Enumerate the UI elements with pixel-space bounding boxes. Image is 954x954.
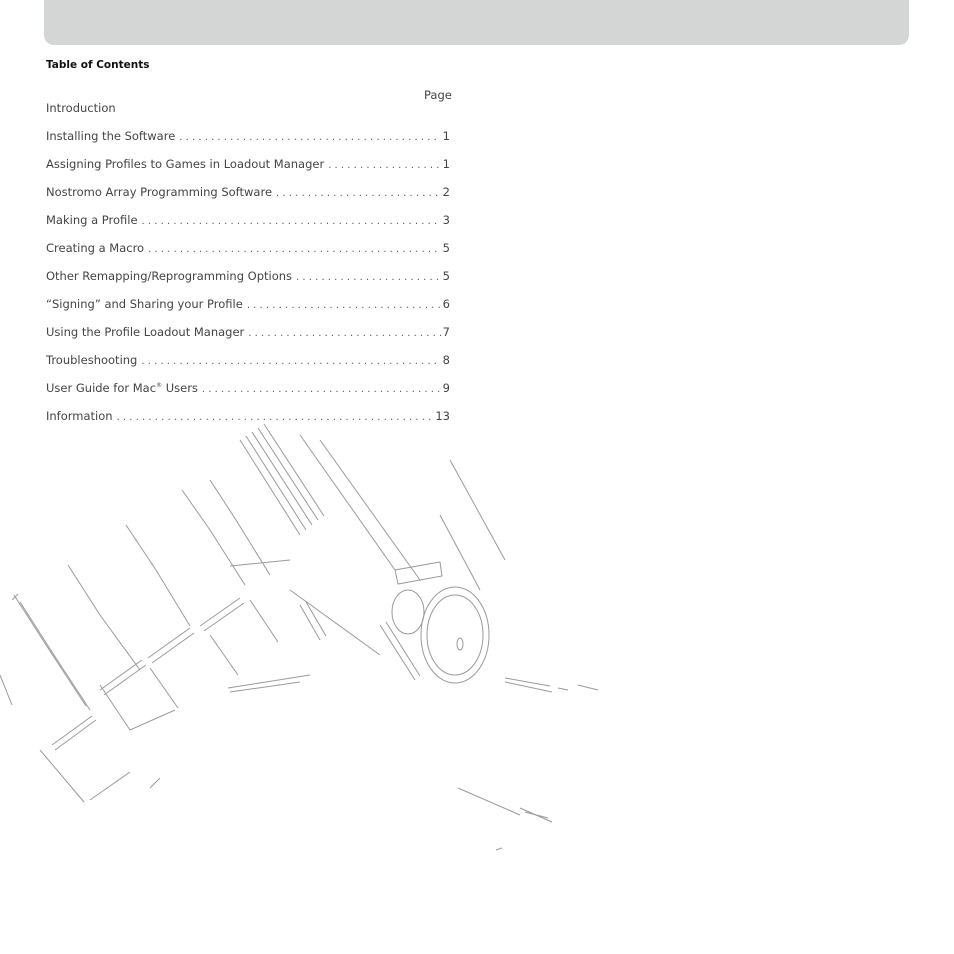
leader-dots xyxy=(276,180,441,208)
toc-entry-label: Assigning Profiles to Games in Loadout Manager xyxy=(46,157,325,171)
toc-entry-installing[interactable] xyxy=(46,122,450,150)
leader-dots xyxy=(141,348,440,376)
leader-dots xyxy=(179,124,440,152)
toc-entry-page: 5 xyxy=(442,269,450,283)
toc-entry-mac-guide[interactable] xyxy=(46,374,450,402)
toc-entry-page: 3 xyxy=(442,213,450,227)
toc-entry-remapping-options[interactable] xyxy=(46,262,450,290)
toc-entry-label: Using the Profile Loadout Manager xyxy=(46,325,245,339)
leader-dots xyxy=(248,320,440,348)
toc-entry-programming-software[interactable] xyxy=(46,178,450,206)
toc-entry-label: Making a Profile xyxy=(46,213,138,227)
toc-entry-making-profile[interactable] xyxy=(46,206,450,234)
registered-mark: ® xyxy=(156,382,163,390)
toc-introduction: Introduction xyxy=(46,101,116,115)
toc-entry-label xyxy=(46,374,202,402)
toc-entry-assigning-profiles[interactable] xyxy=(46,150,450,178)
toc-entry-page: 1 xyxy=(442,129,450,143)
keypad-keys xyxy=(12,480,290,802)
toc-entry-page: 2 xyxy=(442,185,450,199)
device-body xyxy=(228,424,505,692)
leader-dots xyxy=(202,376,441,404)
header-bar xyxy=(44,0,909,45)
toc-entry-page: 9 xyxy=(442,381,450,395)
toc-entry-troubleshooting[interactable] xyxy=(46,346,450,374)
leader-dots xyxy=(296,264,441,292)
toc-entry-label-tail: Users xyxy=(162,381,198,395)
leader-dots xyxy=(142,208,441,236)
toc-entry-label: Other Remapping/Reprogramming Options xyxy=(46,269,293,283)
toc-entry-label: Nostromo Array Programming Software xyxy=(46,185,273,199)
toc-entry-page: 8 xyxy=(442,353,450,367)
toc-list xyxy=(46,122,450,430)
toc-entry-label: Information xyxy=(46,409,113,423)
toc-entry-label: Creating a Macro xyxy=(46,241,145,255)
leader-dots xyxy=(148,236,441,264)
toc-entry-label: Troubleshooting xyxy=(46,353,138,367)
toc-entry-signing-sharing[interactable] xyxy=(46,290,450,318)
toc-entry-label: Installing the Software xyxy=(46,129,176,143)
toc-entry-loadout-manager[interactable] xyxy=(46,318,450,346)
toc-entry-page: 5 xyxy=(442,241,450,255)
toc-entry-page: 1 xyxy=(442,157,450,171)
keypad-line-illustration xyxy=(0,420,620,860)
toc-heading: Table of Contents xyxy=(46,59,150,71)
toc-entry-page: 13 xyxy=(435,409,450,423)
toc-entry-creating-macro[interactable] xyxy=(46,234,450,262)
toc-entry-page: 7 xyxy=(442,325,450,339)
toc-entry-page: 6 xyxy=(442,297,450,311)
leader-dots xyxy=(328,152,440,180)
detail-lines xyxy=(0,675,598,850)
toc-entry-label-main: User Guide for Mac xyxy=(46,381,157,395)
page-column-label: Page xyxy=(424,88,452,102)
leader-dots xyxy=(247,292,441,320)
toc-entry-label: “Signing” and Sharing your Profile xyxy=(46,297,243,311)
